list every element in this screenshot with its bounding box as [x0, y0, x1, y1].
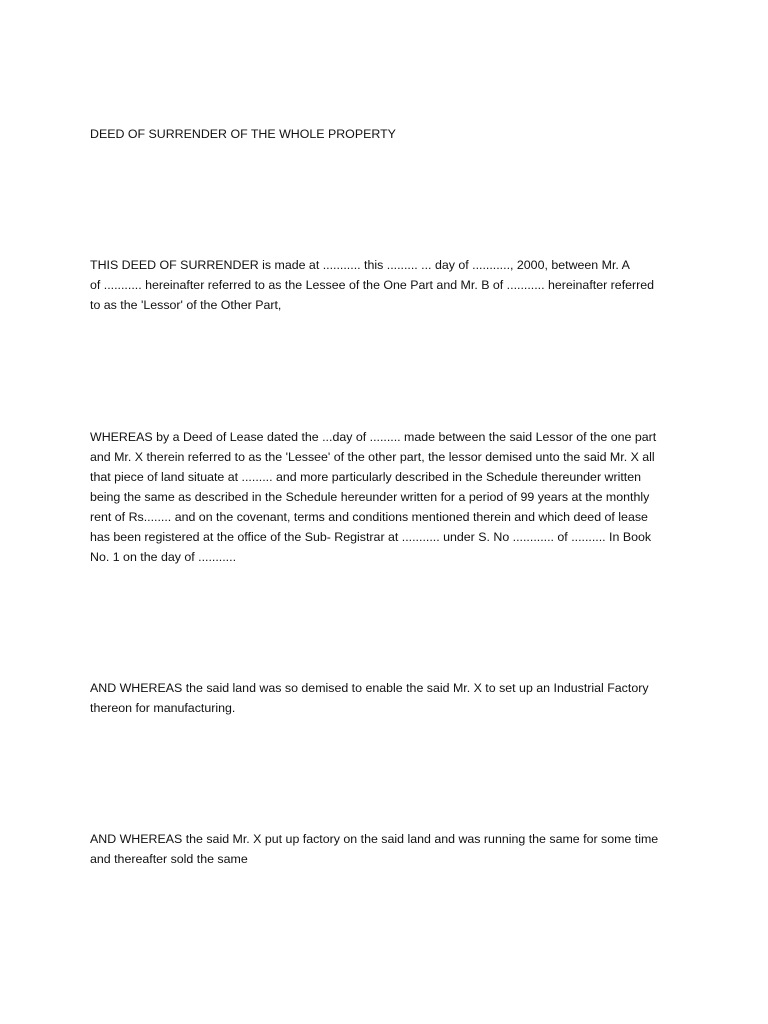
paragraph-line: that piece of land situate at ......... and more particularly described in the Schedule thereunder written [90, 470, 642, 484]
paragraph-line: and Mr. X therein referred to as the 'Lessee' of the other part, the lessor demised unto the said Mr. X all [90, 450, 655, 464]
paragraph-line: No. 1 on the day of ........... [90, 550, 237, 564]
paragraph-line: AND WHEREAS the said Mr. X put up factory on the said land and was running the same for some time [90, 832, 659, 846]
paragraph-line: has been registered at the office of the Sub- Registrar at ........... under S. No ............ of .......... In Book [90, 530, 652, 544]
paragraph-line: being the same as described in the Schedule hereunder written for a period of 99 years at the monthly [90, 490, 650, 504]
paragraph-whereas-factory [90, 829, 690, 869]
document-title [90, 124, 690, 144]
paragraph-line: to as the 'Lessor' of the Other Part, [90, 298, 282, 312]
paragraph-line: rent of Rs........ and on the covenant, terms and conditions mentioned therein and which deed of lease [90, 510, 648, 524]
paragraph-line: of ........... hereinafter referred to as the Lessee of the One Part and Mr. B of ........... hereinafter referred [90, 278, 655, 292]
paragraph-line: thereon for manufacturing. [90, 701, 236, 715]
paragraph-parties [90, 255, 690, 315]
paragraph-line: and thereafter sold the same [90, 852, 248, 866]
paragraph-whereas-lease [90, 427, 690, 567]
paragraph-whereas-demised [90, 678, 690, 718]
paragraph-line: AND WHEREAS the said land was so demised to enable the said Mr. X to set up an Industrial Factory [90, 681, 649, 695]
paragraph-line: THIS DEED OF SURRENDER is made at ........... this ......... ... day of ..........., 2000, between Mr. A [90, 258, 630, 272]
paragraph-line: WHEREAS by a Deed of Lease dated the ...day of ......... made between the said Lessor of the one part [90, 430, 657, 444]
document-title-text: DEED OF SURRENDER OF THE WHOLE PROPERTY [90, 127, 396, 141]
